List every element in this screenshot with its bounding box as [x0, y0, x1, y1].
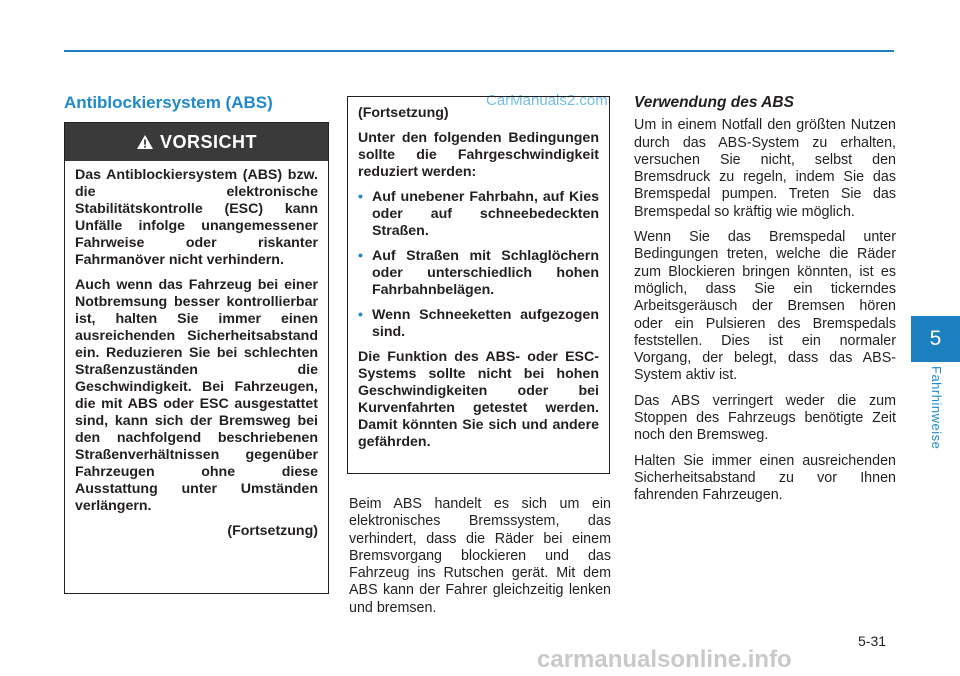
usage-section — [634, 94, 896, 513]
warning-heading: VORSICHT — [159, 131, 257, 152]
warning-paragraph-1: Das Antiblockiersystem (ABS) bzw. die elektronische Stabilitätskontrolle (ESC) kann Unfälle infolge unangemessener Fahrweise oder riskanter Fahrmanöver nicht verhindern. — [75, 167, 318, 268]
list-item: • Auf unebener Fahrbahn, auf Kies oder auf schneebedeckten Straßen. — [358, 189, 599, 239]
warning-continued: (Fortsetzung) — [227, 523, 318, 539]
continuation-box — [347, 96, 610, 474]
section-title: Antiblockiersystem (ABS) — [64, 93, 273, 112]
watermark-top: CarManuals2.com — [486, 92, 608, 109]
warning-paragraph-2: Auch wenn das Fahrzeug bei einer Notbremsung besser kontrollierbar ist, halten Sie immer einen ausreichenden Sicherheitsabstand ein. Reduzieren Sie bei schlechten Straßenzuständen die Geschwindigkeit. Bei Fahrzeugen, die mit ABS oder ESC ausgestattet sind, kann sich der Bremsweg bei den nachfolgend beschriebenen Straßenverhältnissen gegenüber Fahrzeugen ohne diese Ausstattung unter Umständen verlängern. — [75, 277, 318, 514]
continuation-intro: Unter den folgenden Bedingungen sollte die Fahrgeschwindigkeit reduziert werden: — [358, 130, 599, 180]
list-item: • Auf Straßen mit Schlaglöchern oder unterschiedlich hohen Fahrbahnbelägen. — [358, 248, 599, 298]
condition-list — [358, 189, 599, 341]
usage-paragraph-4: Halten Sie immer einen ausreichenden Sicherheitsabstand zu vor Ihnen fahrenden Fahrzeugen. — [634, 452, 896, 504]
usage-paragraph-3: Das ABS verringert weder die zum Stoppen des Fahrzeugs benötigte Zeit noch den Bremsweg. — [634, 392, 896, 444]
continuation-outro: Die Funktion des ABS- oder ESC-Systems sollte nicht bei hohen Geschwindigkeiten oder bei Kurvenfahrten getestet werden. Damit könnten Sie sich und andere gefährden. — [358, 349, 599, 450]
bullet-icon: • — [358, 248, 363, 264]
abs-description: Beim ABS handelt es sich um ein elektronisches Bremssystem, das verhindert, dass die Räder bei einem Bremsvorgang blockieren und das Fahrzeug ins Rutschen gerät. Mit dem ABS kann der Fahrer gleichzeitig lenken und bremsen. — [349, 496, 611, 616]
continuation-body — [348, 97, 609, 451]
warning-header — [65, 123, 328, 161]
chapter-label: Fahrhinweise — [929, 366, 944, 450]
bullet-icon: • — [358, 189, 363, 205]
usage-paragraph-2: Wenn Sie das Bremspedal unter Bedingungen treten, welche die Räder zum Blockieren bringen könnten, ist es möglich, dass Sie ein tickerndes Arbeitsgeräusch der Bremsen hören oder ein Pulsieren des Bremspedals feststellen. Dies ist ein normaler Vorgang, der belegt, dass das ABS-System aktiv ist. — [634, 229, 896, 384]
top-rule — [64, 50, 894, 52]
continuation-heading: (Fortsetzung) — [358, 105, 449, 121]
bullet-icon: • — [358, 307, 363, 323]
warning-box — [64, 122, 329, 594]
chapter-tab: 5 — [911, 316, 960, 362]
watermark-bottom: carmanualsonline.info — [537, 646, 792, 673]
list-item: • Wenn Schneeketten aufgezogen sind. — [358, 307, 599, 340]
warning-body — [65, 161, 328, 540]
usage-heading: Verwendung des ABS — [634, 94, 794, 111]
usage-paragraph-1: Um in einem Notfall den größten Nutzen durch das ABS-System zu erhalten, versuchen Sie nicht, selbst den Bremsdruck zu regeln, indem Sie das Bremspedal pumpen. Treten Sie das Bremspedal so kräftig wie möglich. — [634, 117, 896, 220]
page-number: 5-31 — [858, 633, 887, 649]
warning-triangle-icon — [136, 134, 154, 150]
